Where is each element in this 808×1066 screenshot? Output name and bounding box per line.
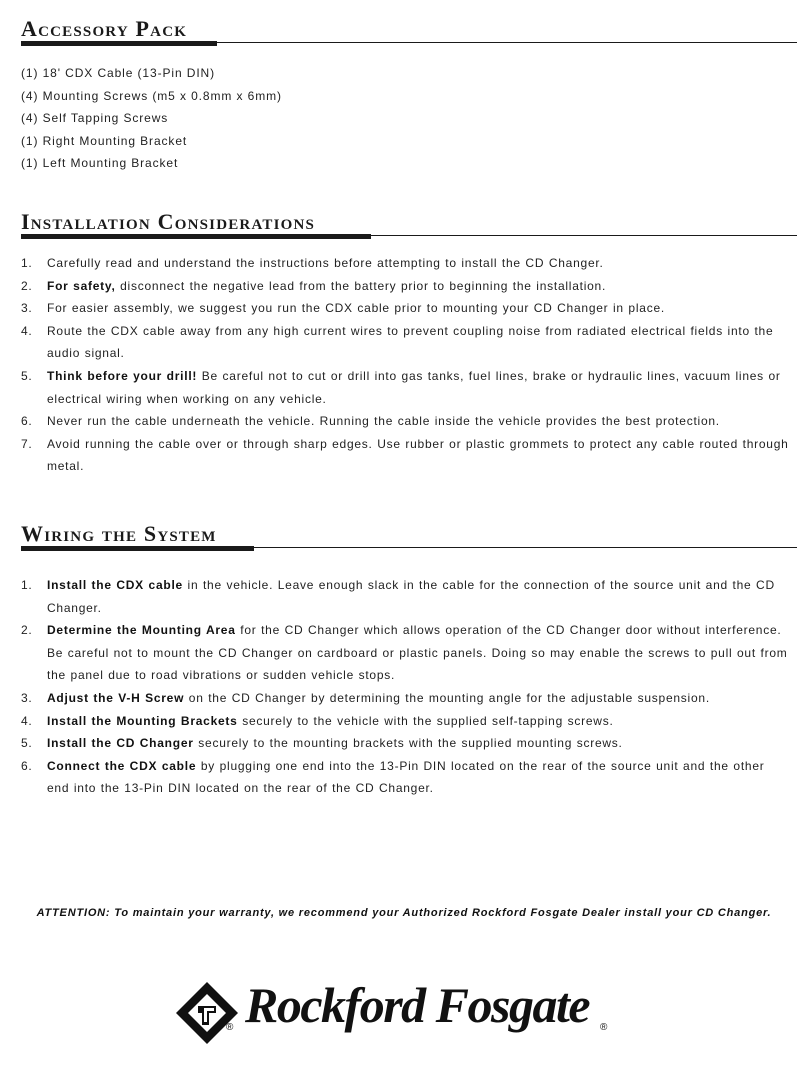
list-item bbox=[21, 410, 791, 433]
list-item bbox=[21, 687, 791, 710]
list-item bbox=[21, 252, 791, 275]
item-number: 6. bbox=[21, 758, 33, 773]
registered-mark: ® bbox=[600, 1022, 608, 1033]
item-number: 4. bbox=[21, 323, 33, 338]
item-number: 3. bbox=[21, 690, 33, 705]
registered-mark: ® bbox=[226, 1022, 234, 1033]
list-item bbox=[21, 732, 791, 755]
list-item bbox=[21, 275, 791, 298]
rockford-fosgate-logo bbox=[170, 978, 615, 1050]
item-number: 4. bbox=[21, 713, 33, 728]
item-lead: Connect the CDX cable bbox=[47, 758, 197, 773]
item-text: disconnect the negative lead from the battery prior to beginning the installation. bbox=[115, 278, 607, 293]
list-item bbox=[21, 320, 791, 365]
list-item bbox=[21, 755, 791, 800]
item-text: Never run the cable underneath the vehicle. Running the cable inside the vehicle provides the best protection. bbox=[47, 414, 720, 429]
wiring-heading: Wiring the System bbox=[21, 521, 217, 546]
item-text: securely to the vehicle with the supplied self-tapping screws. bbox=[237, 713, 614, 728]
list-item bbox=[21, 619, 791, 687]
item-number: 2. bbox=[21, 623, 33, 638]
item-text: in the vehicle. Leave enough slack in the cable for the connection of the source unit and the CD Changer. bbox=[47, 578, 775, 615]
accessory-item: (4) Self Tapping Screws bbox=[21, 111, 169, 125]
item-text: for the CD Changer which allows operation of the CD Changer door without interference. Be careful not to mount the CD Changer on cardboard or plastic panels. Doing so may enable the screws to pull out from the panel due to road vibrations or sudden vehicle stops. bbox=[47, 623, 788, 683]
list-item bbox=[21, 297, 791, 320]
accessory-item: (1) Right Mounting Bracket bbox=[21, 134, 188, 148]
item-text: For easier assembly, we suggest you run the CDX cable prior to mounting your CD Changer in place. bbox=[47, 301, 665, 316]
item-text: Route the CDX cable away from any high current wires to prevent coupling noise from radiated electrical fields into the audio signal. bbox=[47, 323, 774, 361]
item-number: 1. bbox=[21, 256, 33, 270]
attention-note: ATTENTION: To maintain your warranty, we recommend your Authorized Rockford Fosgate Dealer install your CD Changer. bbox=[36, 907, 772, 919]
accessory-item: (4) Mounting Screws (m5 x 0.8mm x 6mm) bbox=[21, 89, 282, 103]
item-lead: Install the CD Changer bbox=[47, 736, 194, 751]
item-lead: Install the Mounting Brackets bbox=[47, 713, 238, 728]
accessory-item: (1) 18' CDX Cable (13-Pin DIN) bbox=[21, 66, 216, 80]
item-lead: Install the CDX cable bbox=[47, 578, 183, 592]
list-item bbox=[21, 574, 791, 619]
list-item bbox=[21, 433, 791, 478]
accessory-item: (1) Left Mounting Bracket bbox=[21, 156, 179, 170]
item-number: 3. bbox=[21, 301, 33, 316]
item-lead: Adjust the V-H Screw bbox=[47, 690, 185, 705]
wiring-rule-thick bbox=[21, 546, 254, 551]
installation-list bbox=[21, 252, 791, 478]
item-number: 7. bbox=[21, 436, 33, 451]
item-lead: For safety, bbox=[47, 278, 116, 293]
item-number: 6. bbox=[21, 414, 33, 429]
item-number: 5. bbox=[21, 368, 33, 383]
logo-wordmark: Rockford Fosgate bbox=[245, 977, 590, 1033]
installation-heading: Installation Considerations bbox=[21, 209, 316, 234]
item-lead: Determine the Mounting Area bbox=[47, 623, 236, 638]
item-number: 5. bbox=[21, 736, 33, 751]
wiring-list bbox=[21, 574, 791, 800]
installation-rule-thick bbox=[21, 234, 371, 239]
accessory-pack-rule-thick bbox=[21, 41, 217, 46]
list-item bbox=[21, 710, 791, 733]
item-text: Avoid running the cable over or through sharp edges. Use rubber or plastic grommets to protect any cable routed through metal. bbox=[47, 436, 789, 474]
item-number: 1. bbox=[21, 578, 33, 592]
item-number: 2. bbox=[21, 278, 33, 293]
rockford-fosgate-diamond-icon bbox=[174, 980, 240, 1046]
item-text: on the CD Changer by determining the mounting angle for the adjustable suspension. bbox=[184, 690, 710, 705]
item-text: Be careful not to cut or drill into gas tanks, fuel lines, brake or hydraulic lines, vacuum lines or electrical wiring when working on any vehicle. bbox=[47, 368, 781, 406]
item-text: securely to the mounting brackets with the supplied mounting screws. bbox=[193, 736, 623, 751]
item-lead: Think before your drill! bbox=[47, 368, 198, 383]
item-text: Carefully read and understand the instructions before attempting to install the CD Changer. bbox=[47, 256, 604, 270]
item-text: by plugging one end into the 13-Pin DIN located on the rear of the source unit and the other end into the 13-Pin DIN located on the rear of the CD Changer. bbox=[47, 758, 765, 796]
accessory-pack-heading: Accessory Pack bbox=[21, 16, 188, 41]
list-item bbox=[21, 365, 791, 410]
